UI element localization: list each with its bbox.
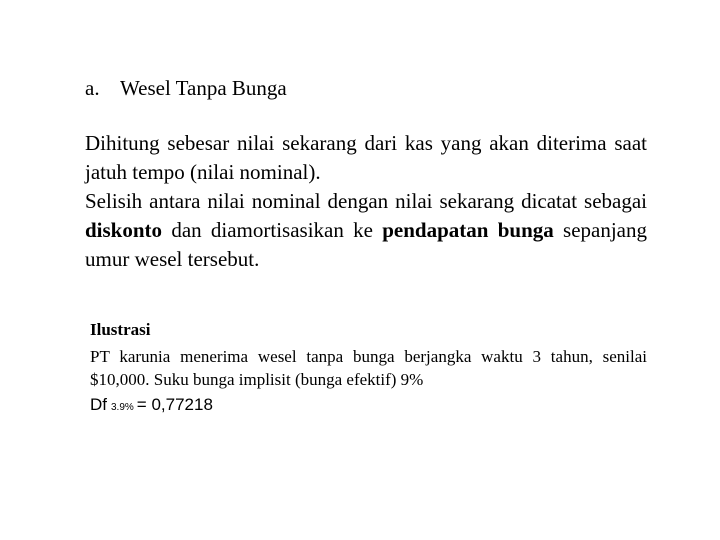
section-number: a. (85, 76, 100, 100)
section-title: Wesel Tanpa Bunga (120, 76, 287, 100)
paragraph-discount-text-2: dan diamortisasikan ke (162, 218, 383, 242)
section-heading (85, 74, 287, 102)
term-pendapatan-bunga: pendapatan bunga (382, 218, 554, 242)
discount-factor-value: = 0,77218 (136, 395, 213, 414)
paragraph-discount-text-3: sepanjang umur wesel tersebut. (85, 218, 647, 271)
discount-factor-label: Df (90, 395, 107, 414)
term-diskonto: diskonto (85, 218, 163, 242)
paragraph-definition: Dihitung sebesar nilai sekarang dari kas yang akan diterima saat jatuh tempo (nilai nominal). (85, 131, 647, 184)
paragraph-discount (85, 187, 647, 274)
paragraph-discount-text-1: Selisih antara nilai nominal dengan nilai sekarang dicatat sebagai (85, 189, 647, 213)
discount-factor-subscript: 3.9% (111, 402, 134, 413)
discount-factor-line (90, 393, 647, 419)
illustration-title: Ilustrasi (90, 320, 151, 339)
illustration-body: PT karunia menerima wesel tanpa bunga berjangka waktu 3 tahun, senilai $10,000. Suku bunga implisit (bunga efektif) 9% (90, 347, 647, 389)
